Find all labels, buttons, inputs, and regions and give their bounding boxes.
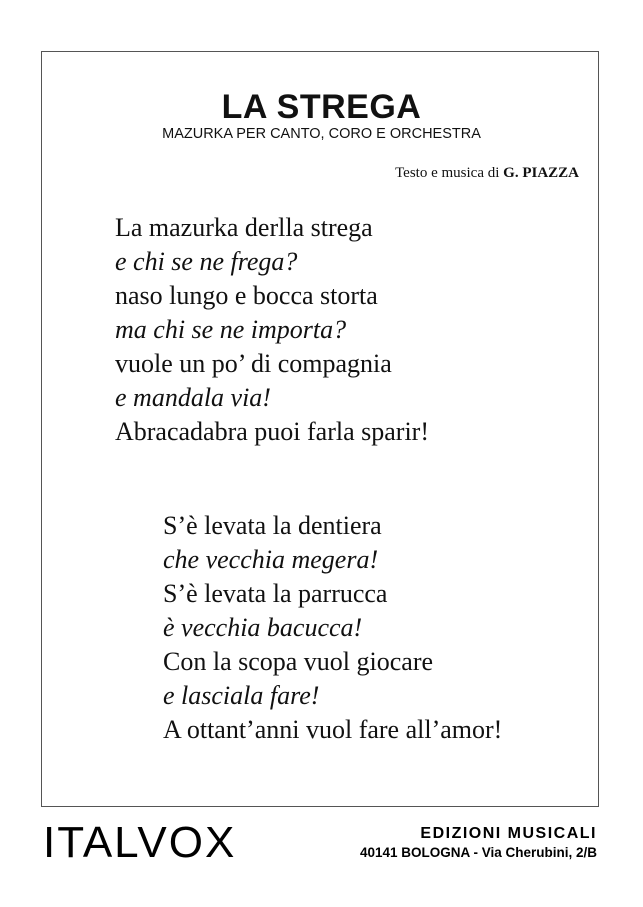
lyric-line: e mandala via! (115, 383, 271, 412)
lyric-line: S’è levata la parrucca (163, 579, 388, 608)
credit-line (395, 165, 579, 182)
lyric-line: che vecchia megera! (163, 545, 379, 574)
credit-author: G. PIAZZA (503, 165, 579, 181)
publisher-info (360, 825, 597, 860)
lyric-line: Abracadabra puoi farla sparir! (115, 417, 429, 446)
lyric-line: S’è levata la dentiera (163, 511, 382, 540)
lyric-line: e chi se ne frega? (115, 247, 298, 276)
lyric-line: Con la scopa vuol giocare (163, 647, 434, 676)
lyric-line: ma chi se ne importa? (115, 315, 347, 344)
publisher-name: EDIZIONI MUSICALI (420, 825, 597, 842)
lyric-line: La mazurka derlla strega (115, 213, 373, 242)
publisher-address: 40141 BOLOGNA - Via Cherubini, 2/B (359, 845, 597, 860)
lyric-line: vuole un po’ di compagnia (115, 349, 392, 378)
song-subtitle: MAZURKA PER CANTO, CORO E ORCHESTRA (162, 126, 481, 142)
credit-prefix: Testo e musica di (395, 165, 504, 181)
lyric-line: A ottant’anni vuol fare all’amor! (163, 715, 503, 744)
lyric-line: e lasciala fare! (163, 681, 320, 710)
lyric-line: naso lungo e bocca storta (115, 281, 378, 310)
publisher-logo: ITALVOX (43, 818, 237, 867)
stanza-2 (163, 509, 502, 747)
lyric-line: è vecchia bacucca! (163, 613, 363, 642)
song-title: LA STREGA (221, 88, 422, 126)
stanza-1 (115, 211, 429, 449)
